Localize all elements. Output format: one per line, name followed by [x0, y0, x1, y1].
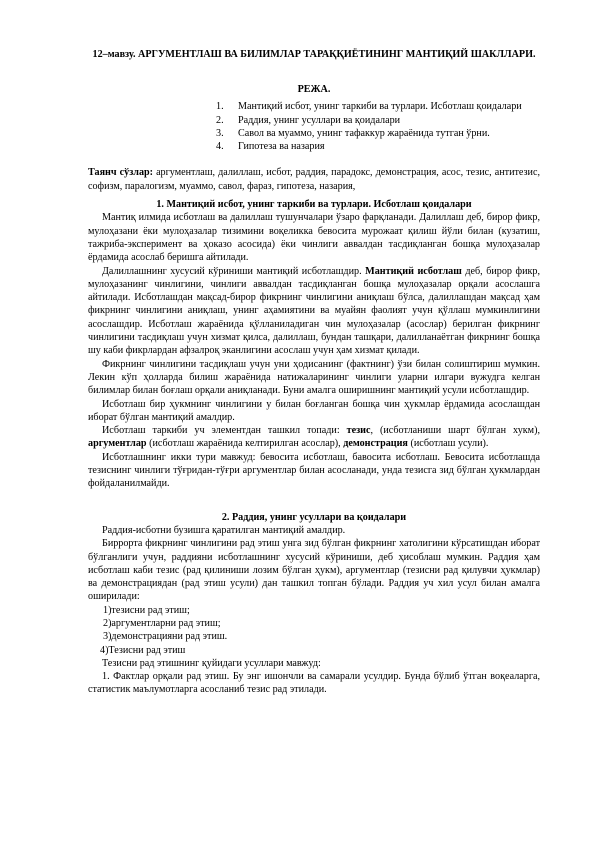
plan-item	[88, 100, 540, 113]
plan-item-number: 1.	[216, 101, 224, 113]
paragraph: 1. Фактлар орқали рад этиш. Бу энг ишончли ва самарали усулдир. Бунда бўлиб ўтган воқеаларга, статистик маълумотларга асосланиб тезис рад этилади.	[88, 671, 540, 696]
term-bold: демонстрация	[343, 438, 408, 450]
paragraph: Исботлаш бир ҳукмнинг чинлигини у билан боғланган бошқа чин ҳукмлар ёрдамида асослашдан иборат бўлган мантиқий амалдир.	[88, 398, 540, 423]
text-run: Исботлаш таркиби уч элементдан ташкил топади:	[102, 425, 347, 437]
paragraph	[88, 424, 540, 451]
spacer	[88, 491, 540, 511]
list-item: 1)тезисни рад этиш;	[103, 604, 190, 616]
text-run: деб, бирор фикр, мулоҳазанинг чинлигини, чинлиги аввалдан тасдиқланган бошқа мулоҳазалар орқали асослашга айтилади. Исботлашдан мақсад-бирор фикрнинг чинлигини аниқлаш бўлса, далиллашдан мақсад ҳам фикрнинг чинлигини аниқлаш, унинг аҳамиятини ва муайян фаолият учун қўллаш мумкинлигини асослашдир. Исботлаш жараёнида қўлланиладиган чин мулоҳазалар (асослар) берилган фикрнинг чинлигини тасдиқлаш учун хизмат қилса, далиллаш, бундан ташқари, далилланаётган фикрнинг бошқа шу каби фикрлардан афзалроқ эканлигини асослаш учун ҳам хизмат қилади.	[88, 265, 541, 357]
plan-item-text: Гипотеза ва назария	[238, 141, 325, 153]
term-bold: аргументлар	[88, 438, 147, 450]
text-run: , (исботланиши шарт бўлган хукм),	[370, 425, 540, 437]
keywords-paragraph	[88, 166, 540, 193]
list-item: 4)Тезисни рад этиш	[100, 644, 186, 656]
term-bold: тезис	[346, 425, 371, 437]
plan-item-text: Раддия, унинг усуллари ва қоидалари	[238, 114, 401, 126]
paragraph: Мантиқ илмида исботлаш ва далиллаш тушунчалари ўзаро фарқланади. Далиллаш деб, бирор фикр, мулоҳазани ёки мулоҳазалар тизимини воқеликка бевосита мурожаат қилиш йўли билан (кузатиш, тажриба-эксперимент ва ҳоказо асосида) ёки чинлиги аввалдан тасдиқланган бошқа мулоҳазалар ёрдамида асослаб беришга айтилади.	[88, 212, 540, 264]
list-item: 2)аргументларни рад этиш;	[103, 617, 221, 629]
plan-item-number: 4.	[216, 141, 224, 153]
paragraph	[88, 265, 540, 358]
plan-list	[88, 100, 540, 153]
plan-item-number: 2.	[216, 114, 224, 126]
plan-item-text: Савол ва муаммо, унинг тафаккур жараёнида тутган ўрни.	[238, 127, 490, 139]
plan-item	[88, 140, 540, 153]
paragraph: Тезисни рад этишнинг қуйидаги усуллари мавжуд:	[102, 657, 321, 669]
paragraph: Биррорта фикрнинг чинлигини рад этиш унга зид бўлган фикрнинг хатолигини кўрсатишдан иборат бўлганлиги учун, раддияни исботлашнинг хусусий кўриниши, деб ҳисоблаш мумкин. Раддия ҳам исботлаш каби тезис (рад қилиниши лозим бўлган ҳукм), аргументлар (тезисни рад қилувчи ҳукмлар) ва демонстрациядан (рад этиш усули) дан ташкил топган бўлади. Раддия уч хил усул билан амалга оширилади:	[88, 538, 540, 603]
text-run: (исботлаш жараёнида келтирилган асослар),	[146, 438, 344, 450]
page-title: 12–мавзу. АРГУМЕНТЛАШ ВА БИЛИМЛАР ТАРАҚҚИЁТИНИНГ МАНТИҚИЙ ШАКЛЛАРИ.	[92, 49, 536, 60]
plan-item-text: Мантиқий исбот, унинг таркиби ва турлари. Исботлаш қоидалари	[238, 101, 522, 113]
section-2-heading: 2. Раддия, унинг усуллари ва қоидалари	[221, 511, 407, 523]
list-item: 3)демонстрацияни рад этиш.	[103, 631, 228, 643]
text-run: Далиллашнинг хусусий кўриниши мантиқий исботлашдир.	[102, 265, 366, 277]
section-1-heading: 1. Мантиқий исбот, унинг таркиби ва турлари. Исботлаш қоидалари	[156, 199, 472, 211]
plan-item	[88, 127, 540, 140]
keywords-label: Таянч сўзлар:	[88, 167, 154, 179]
plan-heading: РЕЖА.	[297, 84, 331, 95]
term-bold: Мантиқий исботлаш	[365, 265, 462, 277]
plan-item-number: 3.	[216, 127, 224, 139]
paragraph: Фикрнинг чинлигини тасдиқлаш учун уни ҳодисанинг (фактнинг) ўзи билан солиштириш мумкин. Лекин кўп ҳолларда билиш жараёнида натижаларининг чинлиги уларни илгари вужудга келган билимлар билан боғлаш орқали аниқланади. Буни амалга оширишнинг мантиқий усули исботлашдир.	[88, 358, 540, 397]
text-run: (исботлаш усули).	[407, 438, 489, 450]
plan-item	[88, 114, 540, 127]
paragraph: Раддия-исботни бузишга қаратилган мантиқий амалдир.	[102, 524, 346, 536]
paragraph: Исботлашнинг икки тури мавжуд: бевосита исботлаш, бавосита исботлаш. Бевосита исботлашда тезиснинг чинлиги тўғридан-тўғри аргументлар билан асосланади, унда тезисга зид бўлган ҳукмлардан фойдаланилмайди.	[88, 451, 540, 490]
keywords-text: аргументлаш, далиллаш, исбот, раддия, парадокс, демонстрация, асос, тезис, антитезис, софизм, паралогизм, муаммо, савол, фараз, гипотеза, назария,	[88, 167, 540, 192]
